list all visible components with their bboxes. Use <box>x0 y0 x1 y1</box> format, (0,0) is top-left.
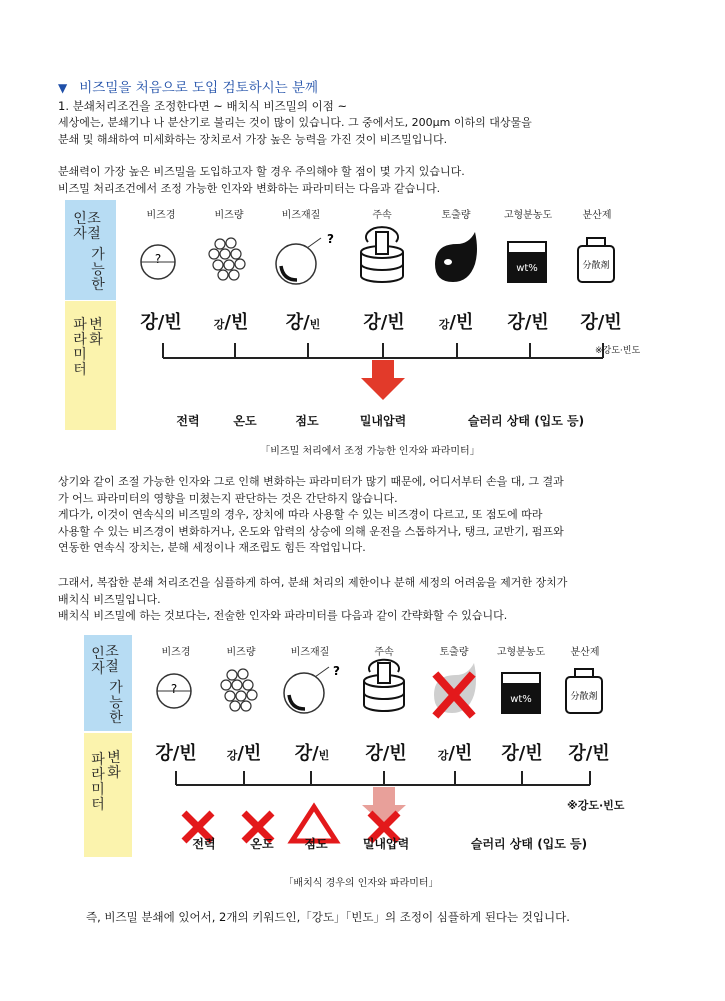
column-bead-amount: 비즈량 <box>226 647 256 658</box>
column-bead-size: 비즈경 <box>146 210 176 221</box>
conclusion: 즉, 비즈밀 분쇄에 있어서, 2개의 키워드인,「강도」「빈도」의 조정이 심플하게 된다는 것입니다. <box>86 910 570 924</box>
strength-bead-size: 강/빈 <box>155 743 197 764</box>
bead-amount-icon <box>221 669 257 711</box>
wt-label: wt% <box>510 694 532 705</box>
effect-slurry: 슬러리 상태 (입도 등) <box>467 414 585 428</box>
strength-bead-amount: 강/빈 <box>226 743 262 764</box>
param-label-char: 파라미터 <box>91 752 105 813</box>
rotor-icon <box>364 660 404 711</box>
effect-temperature: 온도 <box>233 414 257 428</box>
dispersant-label: 分散剤 <box>582 261 610 271</box>
paragraph-4 <box>58 575 567 625</box>
down-arrow-icon <box>361 360 405 400</box>
text-line: 게다가, 이것이 연속식의 비즈밀의 경우, 장치에 따라 사용할 수 있는 비즈경이 다르고, 또 점도에 따라 <box>58 508 543 521</box>
factor-label-char: 조절 <box>105 644 119 675</box>
bead-material-icon <box>276 232 334 284</box>
note-strength-frequency: ※강도·빈도 <box>567 799 625 812</box>
factor-label-char: 인자 <box>91 646 105 677</box>
factor-label-char: 가능한 <box>109 680 123 726</box>
effect-viscosity: 점도 <box>304 837 328 851</box>
text-line: 세상에는, 분쇄기나 나 분산기로 불리는 것이 많이 있습니다. 그 중에서도, 200μm 이하의 대상물을 <box>58 116 532 129</box>
column-solid-conc: 고형분농도 <box>496 647 546 658</box>
effect-temperature: 온도 <box>250 837 274 851</box>
column-bead-material: 비즈재질 <box>281 210 321 221</box>
text-line: 분쇄 및 해쇄하여 미세화하는 장치로서 가장 높은 능력을 가진 것이 비즈밀입니다. <box>58 132 448 146</box>
caption-figure-1: 「비즈밀 처리에서 조정 가능한 인자와 파라미터」 <box>260 446 480 457</box>
section-heading <box>58 76 318 96</box>
svg-text:?: ? <box>154 252 162 266</box>
down-arrow-icon <box>362 787 406 825</box>
column-bead-amount: 비즈량 <box>214 210 244 221</box>
column-bead-size: 비즈경 <box>161 647 191 658</box>
strength-bead-material: 강/빈 <box>285 312 321 333</box>
rotor-icon <box>361 227 403 282</box>
heading-text: 비즈밀을 처음으로 도입 검토하시는 분께 <box>79 80 319 96</box>
strength-discharge: 강/빈 <box>437 743 473 764</box>
strength-bead-amount: 강/빈 <box>213 312 249 333</box>
column-dispersant: 분산제 <box>570 647 600 658</box>
dispersant-label: 分散剤 <box>570 692 598 702</box>
strength-solid-conc: 강/빈 <box>507 312 549 333</box>
paragraph-3 <box>58 474 564 557</box>
param-label-char: 변화 <box>107 750 121 781</box>
factor-label-char: 가능한 <box>91 247 105 293</box>
text-line: 사용할 수 있는 비즈경이 변화하거나, 온도와 압력의 상승에 의해 운전을 스톱하거나, 탱크, 교반기, 펌프와 <box>58 524 564 538</box>
effect-power: 전력 <box>176 414 200 428</box>
strength-dispersant: 강/빈 <box>568 743 610 764</box>
effect-pressure: 밀내압력 <box>359 414 407 428</box>
drop-icon <box>435 232 477 282</box>
svg-text:?: ? <box>327 232 334 246</box>
paragraph-1 <box>58 115 532 148</box>
column-dispersant: 분산제 <box>582 210 612 221</box>
strength-speed: 강/빈 <box>363 312 405 333</box>
strength-speed: 강/빈 <box>365 743 407 764</box>
bracket-line <box>176 771 590 785</box>
text-line: 분쇄력이 가장 높은 비즈밀을 도입하고자 할 경우 주의해야 할 점이 몇 가지 있습니다. <box>58 165 465 178</box>
column-discharge: 토출량 <box>439 647 469 658</box>
column-speed: 주속 <box>372 210 392 221</box>
drop-icon <box>434 663 476 713</box>
factor-label-char: 인자 <box>73 211 87 242</box>
strength-solid-conc: 강/빈 <box>501 743 543 764</box>
text-line: 배치식 비즈밀입니다. <box>58 592 161 606</box>
svg-text:?: ? <box>333 664 340 678</box>
column-bead-material: 비즈재질 <box>290 647 330 658</box>
effect-pressure: 밀내압력 <box>362 837 410 851</box>
text-line: 비즈밀 처리조건에서 조정 가능한 인자와 변화하는 파라미터는 다음과 같습니다. <box>58 181 441 195</box>
text-line: 상기와 같이 조절 가능한 인자와 그로 인해 변화하는 파라미터가 많기 때문에, 어디서부터 손을 대, 그 결과 <box>58 475 564 488</box>
bracket-line <box>163 343 603 358</box>
param-label-char: 파라미터 <box>73 317 87 378</box>
text-line: 그래서, 복잡한 분쇄 처리조건을 심플하게 하여, 분쇄 처리의 제한이나 분해 세정의 어려움을 제거한 장치가 <box>58 576 568 589</box>
figure-2 <box>84 635 654 860</box>
section-subtitle: 1. 분쇄처리조건을 조정한다면 ~ 배치식 비즈밀의 이점 ~ <box>58 99 348 113</box>
strength-discharge: 강/빈 <box>438 312 474 333</box>
bead-amount-icon <box>209 238 245 280</box>
bead-material-icon <box>284 664 340 713</box>
svg-text:?: ? <box>170 682 178 696</box>
strength-dispersant: 강/빈 <box>580 312 622 333</box>
note-strength-frequency: ※강도·빈도 <box>595 346 641 356</box>
effect-viscosity: 점도 <box>295 414 319 428</box>
text-line: 연동한 연속식 장치는, 분해 세정이나 재조립도 힘든 작업입니다. <box>58 541 366 554</box>
bottle-icon <box>578 238 614 282</box>
strength-bead-size: 강/빈 <box>140 312 182 333</box>
factor-label-char: 조절 <box>87 211 101 242</box>
effect-power: 전력 <box>192 837 216 851</box>
text-line: 가 어느 파라미터의 영향을 미쳤는지 판단하는 것은 간단하지 않습니다. <box>58 491 398 505</box>
param-label-char: 변화 <box>89 317 103 348</box>
column-solid-conc: 고형분농도 <box>503 210 553 221</box>
text-line: 배치식 비즈밀에 하는 것보다는, 전술한 인자와 파라미터를 다음과 같이 간략화할 수 있습니다. <box>58 609 508 622</box>
column-discharge: 토출량 <box>441 210 471 221</box>
paragraph-2 <box>58 164 465 197</box>
bead-size-icon <box>141 245 175 279</box>
beaker-icon <box>508 242 546 282</box>
caption-figure-2: 「배치식 경우의 인자와 파라미터」 <box>283 878 439 889</box>
bottle-icon <box>566 669 602 713</box>
column-speed: 주속 <box>374 647 394 658</box>
beaker-icon <box>502 673 540 713</box>
effect-slurry: 슬러리 상태 (입도 등) <box>470 837 588 851</box>
wt-label: wt% <box>516 263 538 274</box>
bead-size-icon <box>157 674 191 708</box>
figure-1 <box>65 200 645 433</box>
strength-bead-material: 강/빈 <box>294 743 330 764</box>
triangle-down-icon: ▼ <box>58 81 68 95</box>
